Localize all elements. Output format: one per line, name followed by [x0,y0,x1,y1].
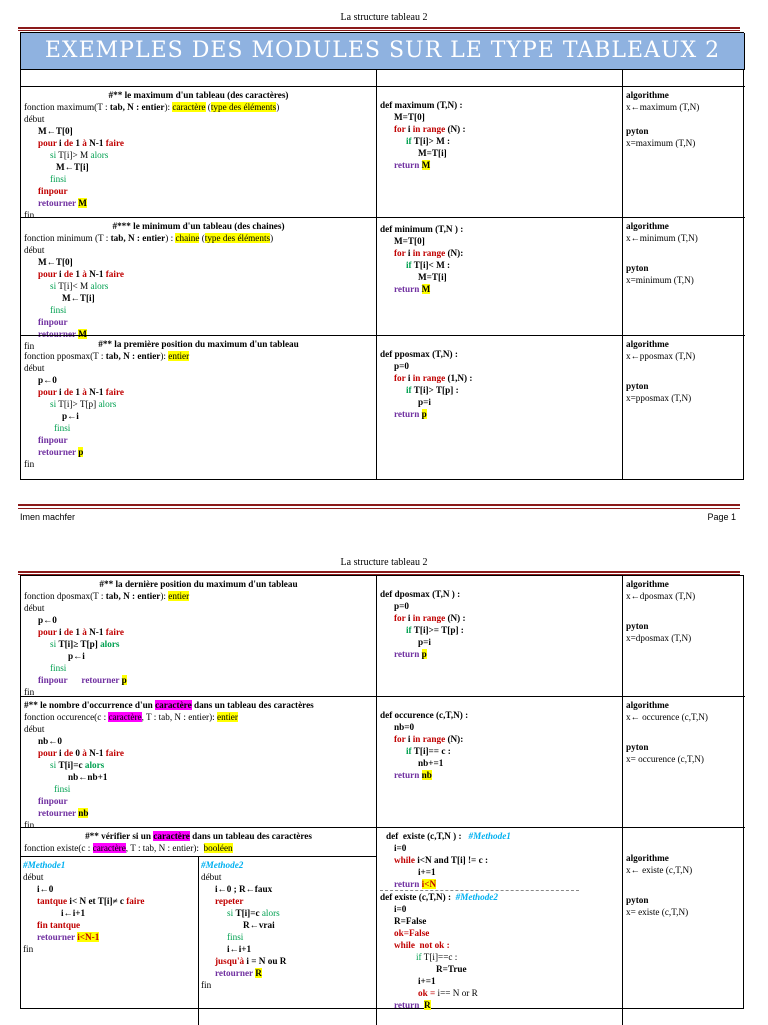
algo-label: algorithme [626,221,669,231]
header-rule-thin [18,30,740,31]
code-line: tantque i< N et T[i]≠ c faire [37,896,145,906]
code-line: pour i de 0 à N-1 faire [38,748,124,758]
code-line: if T[i]< M : [406,260,451,270]
method-tag: #Methode1 [23,860,66,870]
code-line: if T[i]> T[p] : [406,385,459,395]
signature-line: fonction pposmax(T : tab, N : entier): entier [24,351,190,361]
call-cell-pposmax [623,335,745,479]
code-line: retourner i<N-1 [37,932,100,942]
code-line: fin [24,820,35,830]
code-line: p←0 [38,375,57,385]
code-line: finsi [54,784,71,794]
code-line: finpour [38,435,68,445]
code-line: return p [394,409,427,419]
code-line: M←T[0] [38,257,73,267]
existe-method2 [199,857,369,1025]
python-call: x=pposmax (T,N) [626,393,692,403]
algo-call: x← existe (c,T,N) [626,865,693,875]
code-line: if T[i]>= T[p] : [406,625,464,635]
code-line: si T[i]> T[p] alors [50,399,117,409]
empty-cell [623,69,745,86]
code-line: finsi [227,932,244,942]
code-line: if T[i]==c : [416,952,458,962]
algo-label: algorithme [626,90,669,100]
code-line: retourner M [38,329,87,339]
code-line: i←0 ; R←faux [215,884,273,894]
footer-rule [18,504,740,506]
code-line: p=0 [394,601,409,611]
code-line: if T[i]== c : [406,746,451,756]
python-call: x=dposmax (T,N) [626,633,692,643]
code-line: p←i [68,651,85,661]
code-line: si T[i]< M alors [50,281,109,291]
code-line: def existe (c,T,N ) : #Methode1 [386,831,511,841]
call-cell-minimum [623,217,745,335]
footer-page: Page 1 [707,512,736,522]
code-line: return M [394,284,431,294]
code-line: fin tantque [37,920,81,930]
code-line: si T[i]=c alors [50,760,105,770]
code-line: i=0 [394,904,407,914]
algo-call: x←dposmax (T,N) [626,591,696,601]
header-rule [18,27,740,29]
algo-label: algorithme [626,700,669,710]
code-line: return i<N [380,878,579,891]
algo-label: algorithme [626,339,669,349]
code-line: if T[i]> M : [406,136,451,146]
code-line: nb←0 [38,736,63,746]
python-label: pyton [626,126,649,136]
code-line: finpour retourner p [38,675,127,685]
code-line: return p [394,649,427,659]
python-cell-pposmax [377,335,623,479]
modules-table-page1 [20,32,744,480]
code-line: nb←nb+1 [68,772,108,782]
python-cell-occurence [377,696,623,827]
code-line: p←0 [38,615,57,625]
code-line: début [24,724,45,734]
code-line: si T[i]> M alors [50,150,109,160]
code-line: finpour [38,317,68,327]
code-line: for i in range (N) : [394,613,466,623]
signature-line: fonction dposmax(T : tab, N : entier): entier [24,591,190,601]
code-line: R=True [436,964,467,974]
call-cell-existe [623,827,745,1025]
call-cell-maximum [623,86,745,217]
code-line: for i in range (N): [394,248,464,258]
code-line: M←T[i] [62,293,95,303]
code-line: finsi [50,663,67,673]
existe-methods [21,856,376,1025]
python-call: x=maximum (T,N) [626,138,696,148]
code-line: M←T[0] [38,126,73,136]
code-line: M=T[i] [418,148,447,158]
code-line: retourner R [215,968,262,978]
python-call: x= occurence (c,T,N) [626,754,704,764]
code-line: return nb [394,770,432,780]
signature-line: fonction minimum (T : tab, N : entier) : chaine (type des éléments) [24,233,274,243]
algo-label: algorithme [626,853,669,863]
python-call: x= existe (c,T,N) [626,907,689,917]
code-line: ok = i== N or R [418,988,478,998]
call-cell-dposmax [623,576,745,696]
code-line: si T[i]≥ T[p] alors [50,639,120,649]
code-line: début [24,245,45,255]
module-title: #** la dernière position du maximum d'un tableau [99,579,298,589]
signature-line: fonction occurence(c : caractère, T : tab, N : entier): entier [24,712,238,722]
code-line: p=i [418,397,431,407]
code-line: retourner nb [38,808,89,818]
code-line: M=T[0] [394,112,425,122]
code-line: ok=False [394,928,430,938]
code-line: for i in range (N): [394,734,464,744]
method-tag: #Methode2 [201,860,244,870]
code-line: return M [394,160,431,170]
algo-cell-maximum [21,86,377,220]
algo-cell-dposmax [21,576,377,696]
algo-cell-occurence [21,696,377,830]
code-line: fin [24,687,35,697]
code-line: def dposmax (T,N ) : [380,589,461,599]
code-line: R←vrai [243,920,275,930]
python-cell-dposmax [377,576,623,696]
code-line: pour i de 1 à N-1 faire [38,269,124,279]
code-line: fin [24,210,35,220]
python-label: pyton [626,621,649,631]
banner [21,33,745,69]
code-line: nb=0 [394,722,415,732]
code-line: while not ok : [394,940,450,950]
code-line: M=T[0] [394,236,425,246]
algo-call: x← occurence (c,T,N) [626,712,708,722]
signature-line: fonction maximum(T : tab, N : entier): caractère (type des éléments) [24,102,280,112]
module-title: #** vérifier si un caractère dans un tableau des caractères [85,831,312,841]
python-label: pyton [626,742,649,752]
code-line: def occurence (c,T,N) : [380,710,469,720]
code-line: fin [201,980,212,990]
footer-rule-thin [18,508,740,509]
modules-table-page2 [20,575,744,1009]
code-line: p=0 [394,361,409,371]
call-cell-occurence [623,696,745,827]
page-header: La structure tableau 2 [340,12,428,23]
module-title: #** le maximum d'un tableau (des caractères) [108,90,289,100]
python-cell-minimum [377,217,623,335]
code-line: def minimum (T,N ) : [380,224,464,234]
code-line: début [201,872,222,882]
code-line: début [24,114,45,124]
module-title: #*** le minimum d'un tableau (des chaines) [112,221,285,231]
code-line: i←i+1 [227,944,252,954]
code-line: fin [23,944,34,954]
python-cell-existe [377,827,623,1025]
code-line: repeter [215,896,244,906]
python-label: pyton [626,381,649,391]
python-call: x=minimum (T,N) [626,275,694,285]
code-line: début [24,363,45,373]
module-title: #** la première position du maximum d'un tableau [98,339,299,349]
algo-cell-pposmax [21,335,377,479]
python-cell-maximum [377,86,623,217]
code-line: finsi [50,305,67,315]
code-line: i←i+1 [61,908,86,918]
signature-line: fonction existe(c : caractère, T : tab, N : entier): booléen [24,843,233,853]
algo-label: algorithme [626,579,669,589]
code-line: i+=1 [418,976,436,986]
code-line: for i in range (1,N) : [394,373,473,383]
footer-author: Imen machfer [20,512,76,522]
code-line: si T[i]=c alors [227,908,280,918]
banner-title: EXEMPLES DES MODULES SUR LE TYPE TABLEAUX 2 [44,38,721,63]
algo-call: x←pposmax (T,N) [626,351,696,361]
code-line: finpour [38,796,68,806]
code-line: début [24,603,45,613]
code-line: i+=1 [418,867,436,877]
code-line: début [23,872,44,882]
code-line: M←T[i] [56,162,89,172]
code-line: def existe (c,T,N) : #Methode2 [380,892,498,902]
python-label: pyton [626,263,649,273]
code-line: finsi [54,423,71,433]
code-line: finsi [50,174,67,184]
code-line: M=T[i] [418,272,447,282]
code-line: fin [24,459,35,469]
code-line: pour i de 1 à N-1 faire [38,627,124,637]
code-line: pour i de 1 à N-1 faire [38,138,124,148]
header-rule [18,571,740,573]
code-line: p←i [62,411,79,421]
code-line: def maximum (T,N) : [380,100,463,110]
algo-cell-existe [21,827,377,1025]
code-line: p=i [418,637,431,647]
algo-call: x←minimum (T,N) [626,233,698,243]
empty-cell [21,69,377,86]
empty-cell [377,69,623,86]
python-label: pyton [626,895,649,905]
module-title: #** le nombre d'occurrence d'un caractère dans un tableau des caractères [24,700,314,710]
code-line: while i<N and T[i] != c : [394,855,489,865]
code-line: for i in range (N) : [394,124,466,134]
code-line: i←0 [37,884,54,894]
page-header: La structure tableau 2 [340,557,428,568]
code-line: jusqu'à i = N ou R [215,956,287,966]
code-line: fin [24,341,35,351]
code-line: finpour [38,186,68,196]
code-line: i=0 [394,843,407,853]
code-line: R=False [394,916,427,926]
code-line: return R [394,1000,431,1010]
code-line: retourner p [38,447,84,457]
existe-method1 [21,857,199,1025]
code-line: retourner M [38,198,87,208]
code-line: pour i de 1 à N-1 faire [38,387,124,397]
code-line: nb+=1 [418,758,444,768]
code-line: def pposmax (T,N) : [380,349,458,359]
algo-call: x←maximum (T,N) [626,102,700,112]
